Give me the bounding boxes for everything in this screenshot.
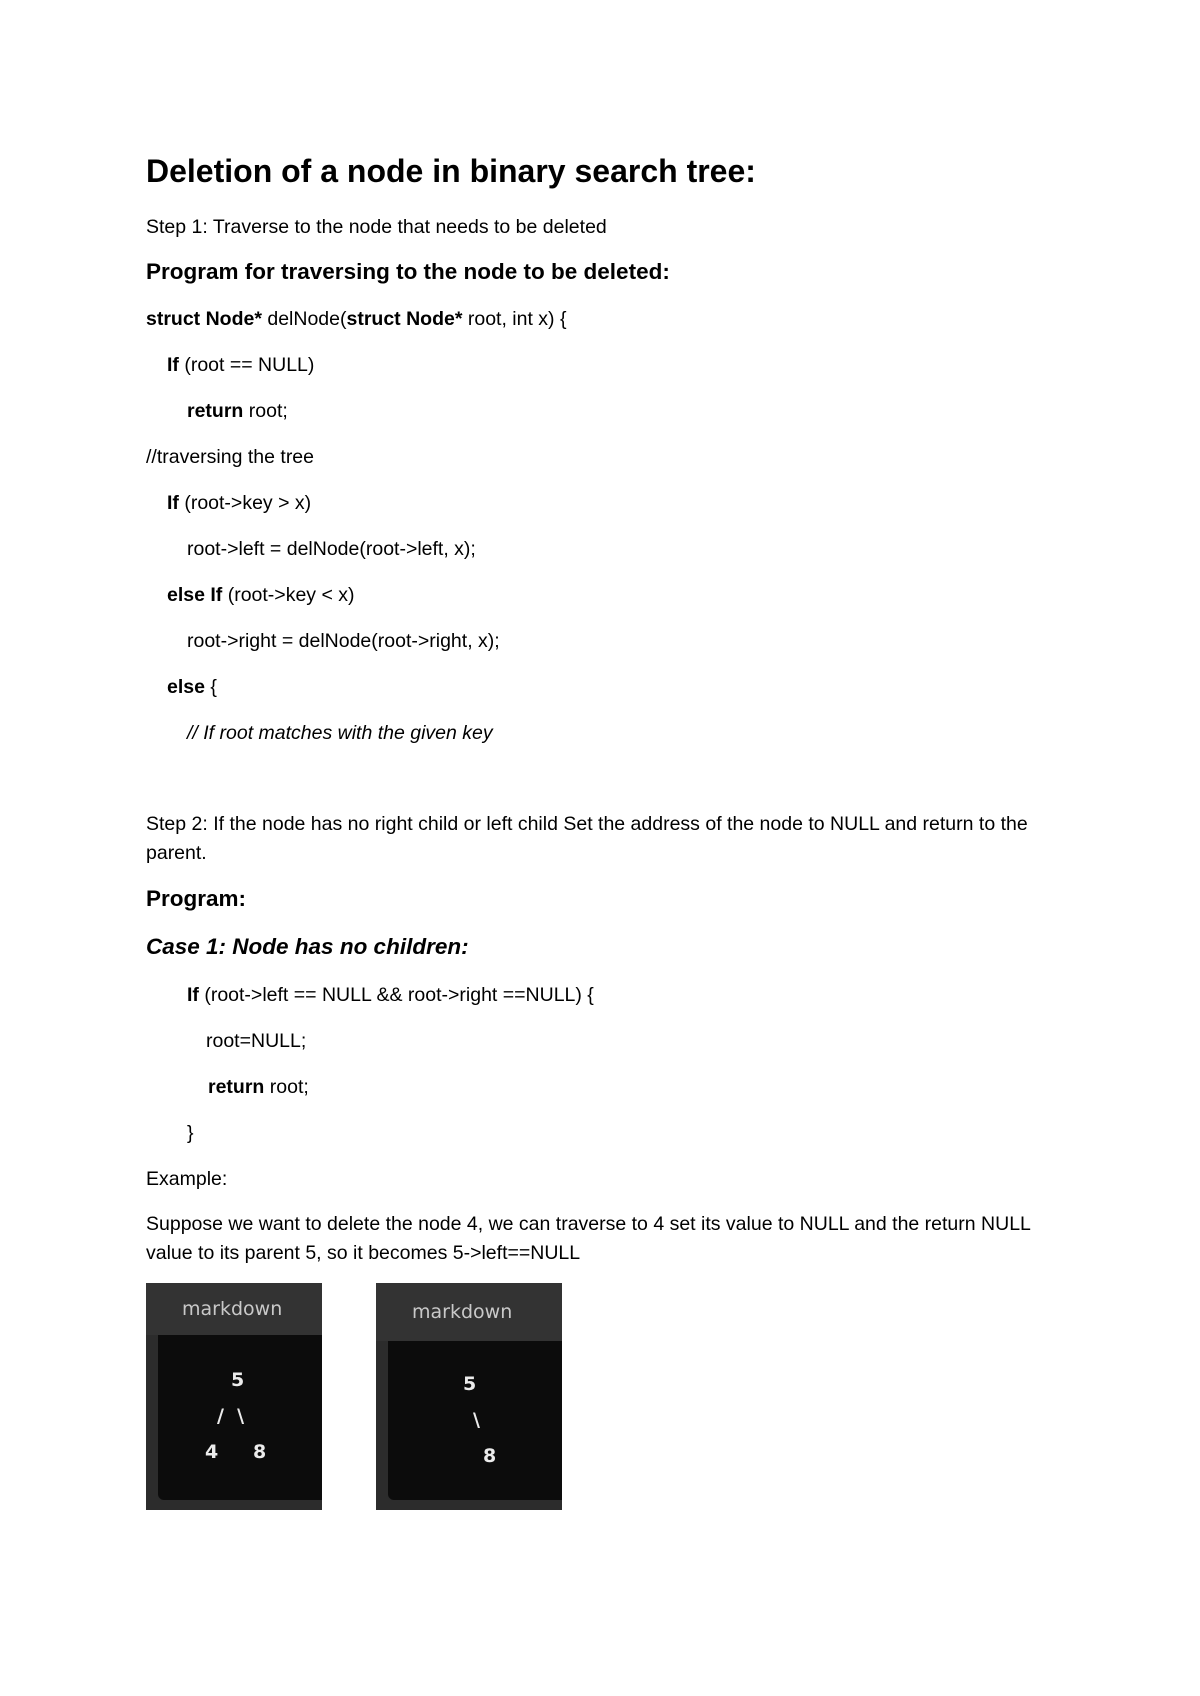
code-line bbox=[208, 1075, 309, 1099]
code-line: root->left = delNode(root->left, x); bbox=[187, 538, 476, 560]
code-text: delNode( bbox=[261, 308, 347, 330]
page-title: Deletion of a node in binary search tree: bbox=[146, 153, 756, 189]
code-line bbox=[146, 307, 566, 331]
step-2-text: : If the node has no right child or left child Set the address of the node to NULL and return to the parent. bbox=[146, 813, 1028, 864]
code-keyword: return bbox=[187, 400, 244, 422]
tree-node-right: 8 bbox=[253, 1441, 267, 1463]
code-comment: // If root matches with the given key bbox=[187, 722, 493, 744]
code-keyword: else bbox=[167, 676, 205, 698]
code-line: } bbox=[187, 1122, 194, 1144]
code-keyword: return bbox=[208, 1076, 265, 1098]
code-line bbox=[167, 353, 314, 377]
tree-node-root: 5 bbox=[463, 1373, 477, 1395]
tree-node-right: 8 bbox=[483, 1445, 497, 1467]
code-keyword: If bbox=[187, 984, 199, 1006]
case-1-heading: Case 1: Node has no children: bbox=[146, 934, 469, 959]
program-heading: Program: bbox=[146, 886, 247, 911]
code-text: (root == NULL) bbox=[178, 354, 315, 376]
code-line bbox=[167, 583, 355, 607]
code-text: { bbox=[204, 676, 217, 698]
tree-node-root: 5 bbox=[231, 1369, 245, 1391]
code-block-header: markdown bbox=[376, 1283, 562, 1341]
step-2-label: Step 2 bbox=[146, 813, 203, 835]
tree-node-left: 4 bbox=[205, 1441, 219, 1463]
code-block-header: markdown bbox=[146, 1283, 322, 1335]
step-2-paragraph bbox=[146, 810, 1056, 868]
code-text: root, int x) { bbox=[462, 308, 567, 330]
code-keyword: struct Node* bbox=[346, 308, 463, 330]
step-1-text: : Traverse to the node that needs to be deleted bbox=[202, 216, 607, 238]
code-line: root=NULL; bbox=[206, 1030, 307, 1052]
code-keyword: else If bbox=[167, 584, 223, 606]
tree-after-image bbox=[376, 1283, 562, 1510]
code-line: root->right = delNode(root->right, x); bbox=[187, 630, 500, 652]
tree-edges: / \ bbox=[217, 1405, 245, 1427]
step-1-line bbox=[146, 215, 607, 239]
code-line bbox=[187, 983, 594, 1007]
code-text: (root->left == NULL && root->right ==NULL) { bbox=[198, 984, 594, 1006]
code-line bbox=[167, 675, 217, 699]
tree-before-image bbox=[146, 1283, 322, 1510]
code-keyword: If bbox=[167, 354, 179, 376]
step-1-label: Step 1 bbox=[146, 216, 203, 238]
code-text: (root->key < x) bbox=[222, 584, 355, 606]
traverse-heading: Program for traversing to the node to be deleted: bbox=[146, 259, 670, 284]
example-label: Example: bbox=[146, 1168, 228, 1190]
code-comment: //traversing the tree bbox=[146, 446, 314, 468]
code-text: (root->key > x) bbox=[178, 492, 312, 514]
code-line bbox=[187, 399, 288, 423]
code-keyword: If bbox=[167, 492, 179, 514]
code-line bbox=[167, 491, 311, 515]
tree-edge: \ bbox=[473, 1409, 480, 1431]
code-keyword: struct Node* bbox=[146, 308, 262, 330]
code-text: root; bbox=[243, 400, 288, 422]
example-paragraph: Suppose we want to delete the node 4, we can traverse to 4 set its value to NULL and the return NULL value to its parent 5, so it becomes 5->left==NULL bbox=[146, 1213, 1031, 1264]
code-text: root; bbox=[264, 1076, 309, 1098]
